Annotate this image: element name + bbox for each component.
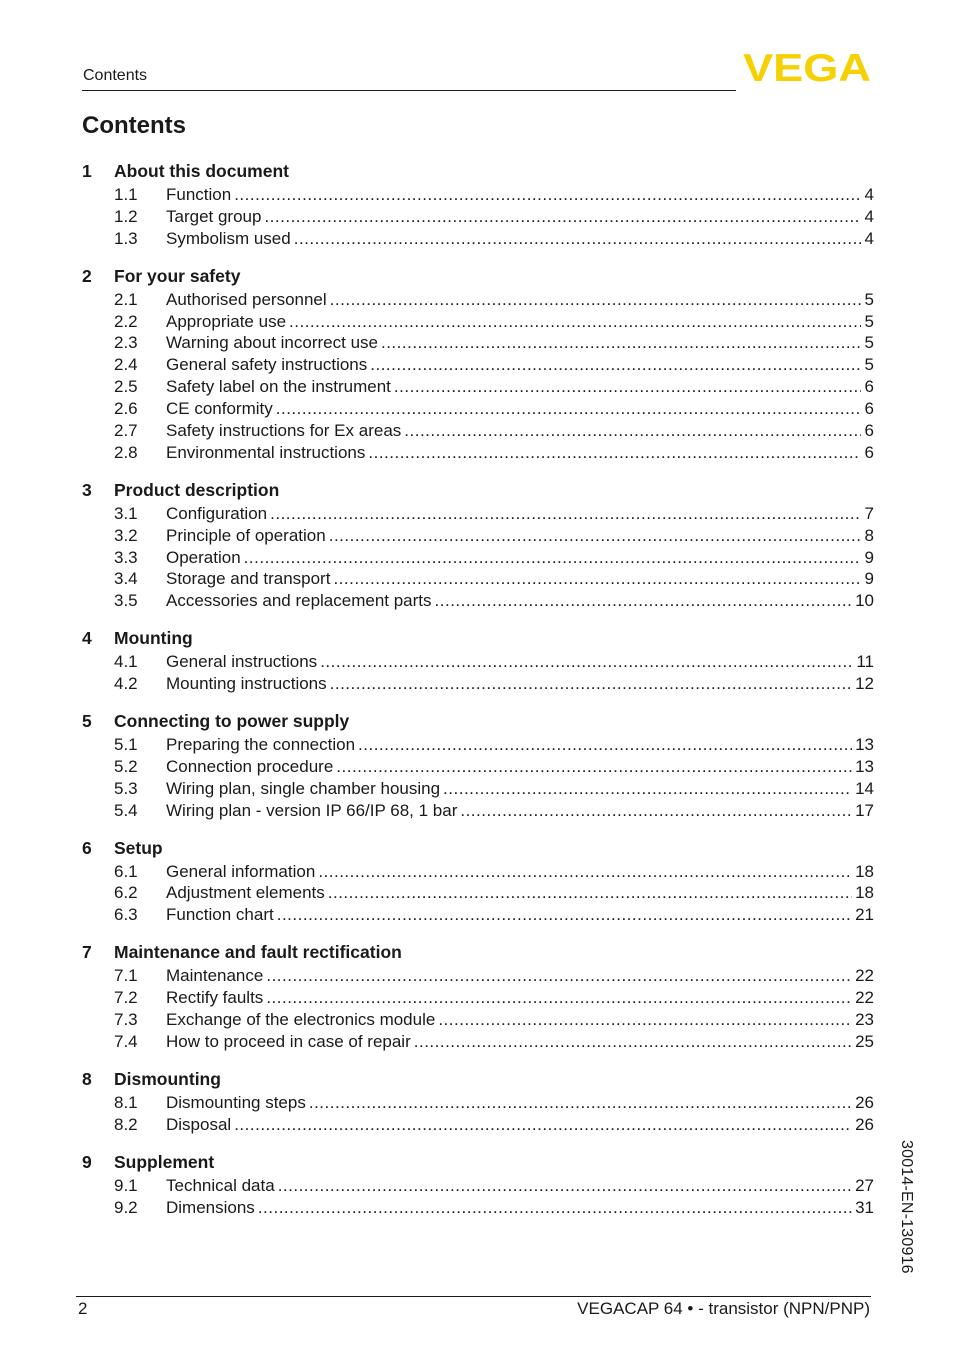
toc-entry[interactable] bbox=[82, 289, 874, 311]
vega-logo bbox=[742, 50, 872, 84]
entry-title: Safety label on the instrument bbox=[166, 377, 391, 397]
entry-number: 5.4 bbox=[114, 800, 138, 820]
entry-title: Function bbox=[166, 185, 232, 204]
product-name: VEGACAP 64 • - transistor (NPN/PNP) bbox=[577, 1299, 870, 1318]
toc-entry[interactable] bbox=[82, 1197, 874, 1219]
dot-leader bbox=[289, 311, 861, 333]
toc-entry[interactable] bbox=[82, 503, 874, 525]
entry-title: Dimensions bbox=[166, 1197, 255, 1217]
toc-entry[interactable] bbox=[82, 861, 874, 883]
toc-entry[interactable] bbox=[82, 800, 874, 822]
dot-leader bbox=[266, 965, 852, 987]
toc-entry[interactable] bbox=[82, 184, 874, 206]
entry-number: 5.3 bbox=[114, 778, 138, 798]
entry-title: Adjustment elements bbox=[166, 883, 325, 903]
dot-leader bbox=[276, 398, 861, 420]
dot-leader bbox=[333, 568, 861, 590]
entry-title: General information bbox=[166, 861, 316, 881]
entry-title: How to proceed in case of repair bbox=[166, 1031, 411, 1051]
entry-number: 2.6 bbox=[114, 399, 138, 419]
dot-leader bbox=[294, 228, 861, 250]
table-of-contents bbox=[82, 158, 874, 1231]
entry-number: 2.8 bbox=[114, 442, 138, 462]
entry-page-number: 25 bbox=[855, 1031, 874, 1051]
section-title: Supplement bbox=[114, 1151, 215, 1172]
section-number: 3 bbox=[82, 479, 92, 500]
entry-title: Dismounting steps bbox=[166, 1092, 306, 1112]
dot-leader bbox=[358, 734, 852, 756]
entry-number: 3.4 bbox=[114, 569, 138, 589]
entry-title: Storage and transport bbox=[166, 569, 331, 589]
entry-number: 6.3 bbox=[114, 905, 138, 925]
entry-number: 9.2 bbox=[114, 1197, 138, 1217]
entry-number: 1.3 bbox=[114, 228, 138, 248]
dot-leader bbox=[278, 1175, 852, 1197]
dot-leader bbox=[270, 503, 861, 525]
dot-leader bbox=[320, 651, 853, 673]
entry-title: Appropriate use bbox=[166, 311, 287, 331]
entry-page-number: 4 bbox=[864, 185, 874, 204]
entry-title: Function chart bbox=[166, 905, 274, 925]
section-number: 4 bbox=[82, 628, 92, 649]
entry-title: Wiring plan, single chamber housing bbox=[166, 778, 441, 798]
entry-title: Preparing the connection bbox=[166, 735, 356, 755]
toc-entry[interactable] bbox=[82, 525, 874, 547]
toc-entry[interactable] bbox=[82, 547, 874, 569]
section-number: 8 bbox=[82, 1068, 92, 1089]
toc-section bbox=[82, 939, 874, 1053]
footer-rule bbox=[76, 1296, 871, 1297]
entry-page-number: 14 bbox=[855, 778, 874, 798]
dot-leader bbox=[370, 354, 861, 376]
toc-entry[interactable] bbox=[82, 987, 874, 1009]
toc-section bbox=[82, 477, 874, 612]
entry-title: Exchange of the electronics module bbox=[166, 1010, 436, 1030]
entry-page-number: 6 bbox=[864, 442, 874, 462]
section-title: Connecting to power supply bbox=[114, 711, 350, 732]
entry-number: 5.1 bbox=[114, 735, 138, 755]
toc-entry[interactable] bbox=[82, 1031, 874, 1053]
entry-title: Rectify faults bbox=[166, 988, 264, 1008]
toc-entry[interactable] bbox=[82, 1009, 874, 1031]
dot-leader bbox=[330, 673, 852, 695]
entry-number: 7.1 bbox=[114, 966, 138, 986]
toc-section-heading[interactable] bbox=[82, 939, 874, 965]
entry-title: Accessories and replacement parts bbox=[166, 591, 432, 611]
dot-leader bbox=[234, 1114, 852, 1136]
page-title: Contents bbox=[82, 112, 186, 139]
toc-section-heading[interactable] bbox=[82, 835, 874, 861]
dot-leader bbox=[258, 1197, 852, 1219]
dot-leader bbox=[368, 442, 861, 464]
entry-page-number: 10 bbox=[855, 591, 874, 611]
toc-entry[interactable] bbox=[82, 332, 874, 354]
dot-leader bbox=[443, 778, 852, 800]
section-title: Mounting bbox=[114, 628, 193, 649]
dot-leader bbox=[329, 525, 861, 547]
toc-entry[interactable] bbox=[82, 651, 874, 673]
dot-leader bbox=[244, 547, 861, 569]
dot-leader bbox=[336, 756, 852, 778]
toc-entry[interactable] bbox=[82, 1092, 874, 1114]
entry-number: 5.2 bbox=[114, 756, 138, 776]
dot-leader bbox=[381, 332, 861, 354]
toc-entry[interactable] bbox=[82, 420, 874, 442]
entry-page-number: 6 bbox=[864, 421, 874, 441]
entry-page-number: 5 bbox=[864, 355, 874, 375]
entry-number: 6.1 bbox=[114, 861, 138, 881]
entry-page-number: 9 bbox=[864, 569, 874, 589]
entry-page-number: 9 bbox=[864, 547, 874, 567]
dot-leader bbox=[309, 1092, 852, 1114]
toc-entry[interactable] bbox=[82, 442, 874, 464]
entry-page-number: 5 bbox=[864, 311, 874, 331]
toc-entry[interactable] bbox=[82, 206, 874, 228]
dot-leader bbox=[264, 206, 861, 228]
entry-title: Maintenance bbox=[166, 966, 264, 986]
dot-leader bbox=[404, 420, 861, 442]
dot-leader bbox=[266, 987, 852, 1009]
entry-title: Warning about incorrect use bbox=[166, 333, 378, 353]
section-title: About this document bbox=[114, 161, 289, 181]
entry-title: Technical data bbox=[166, 1175, 275, 1195]
entry-page-number: 8 bbox=[864, 525, 874, 545]
entry-title: Wiring plan - version IP 66/IP 68, 1 bar bbox=[166, 800, 458, 820]
toc-entry[interactable] bbox=[82, 568, 874, 590]
section-number: 7 bbox=[82, 942, 92, 963]
running-head: Contents bbox=[83, 67, 148, 84]
toc-section-heading[interactable] bbox=[82, 477, 874, 503]
dot-leader bbox=[460, 800, 852, 822]
entry-title: Safety instructions for Ex areas bbox=[166, 421, 402, 441]
section-number: 1 bbox=[82, 161, 92, 181]
entry-page-number: 18 bbox=[855, 861, 874, 881]
toc-section bbox=[82, 158, 874, 250]
section-number: 6 bbox=[82, 837, 92, 858]
entry-page-number: 12 bbox=[855, 674, 874, 694]
entry-title: CE conformity bbox=[166, 399, 273, 419]
section-title: Setup bbox=[114, 837, 163, 858]
toc-section bbox=[82, 708, 874, 822]
toc-section-heading[interactable] bbox=[82, 708, 874, 734]
section-title: Product description bbox=[114, 479, 280, 500]
entry-title: General safety instructions bbox=[166, 355, 368, 375]
entry-number: 1.1 bbox=[114, 185, 138, 204]
dot-leader bbox=[394, 376, 861, 398]
entry-page-number: 22 bbox=[855, 988, 874, 1008]
entry-page-number: 13 bbox=[855, 735, 874, 755]
entry-page-number: 26 bbox=[855, 1092, 874, 1112]
toc-section bbox=[82, 1149, 874, 1219]
entry-page-number: 11 bbox=[856, 652, 874, 672]
dot-leader bbox=[277, 904, 852, 926]
toc-entry[interactable] bbox=[82, 882, 874, 904]
entry-title: General instructions bbox=[166, 652, 318, 672]
toc-entry[interactable] bbox=[82, 311, 874, 333]
entry-title: Symbolism used bbox=[166, 228, 291, 248]
entry-page-number: 6 bbox=[864, 399, 874, 419]
entry-number: 2.3 bbox=[114, 333, 138, 353]
entry-number: 6.2 bbox=[114, 883, 138, 903]
toc-section-heading[interactable] bbox=[82, 1066, 874, 1092]
toc-entry[interactable] bbox=[82, 1114, 874, 1136]
entry-page-number: 17 bbox=[855, 800, 874, 820]
document-id: 30014-EN-130916 bbox=[898, 1140, 915, 1274]
entry-number: 2.4 bbox=[114, 355, 138, 375]
entry-title: Disposal bbox=[166, 1114, 232, 1134]
entry-page-number: 6 bbox=[864, 377, 874, 397]
entry-title: Connection procedure bbox=[166, 756, 334, 776]
dot-leader bbox=[330, 289, 861, 311]
entry-page-number: 5 bbox=[864, 289, 874, 309]
section-title: Maintenance and fault rectification bbox=[114, 942, 402, 963]
entry-number: 3.3 bbox=[114, 547, 138, 567]
toc-entry[interactable] bbox=[82, 756, 874, 778]
toc-section-heading[interactable] bbox=[82, 158, 874, 184]
dot-leader bbox=[435, 590, 853, 612]
entry-number: 7.2 bbox=[114, 988, 138, 1008]
dot-leader bbox=[414, 1031, 852, 1053]
entry-page-number: 4 bbox=[864, 228, 874, 248]
toc-section bbox=[82, 625, 874, 695]
section-number: 9 bbox=[82, 1151, 92, 1172]
entry-number: 4.1 bbox=[114, 652, 138, 672]
entry-number: 2.2 bbox=[114, 311, 138, 331]
entry-number: 2.1 bbox=[114, 289, 138, 309]
toc-section bbox=[82, 835, 874, 927]
entry-title: Principle of operation bbox=[166, 525, 326, 545]
toc-entry[interactable] bbox=[82, 1175, 874, 1197]
entry-page-number: 31 bbox=[855, 1197, 874, 1217]
toc-entry[interactable] bbox=[82, 398, 874, 420]
dot-leader bbox=[234, 184, 861, 206]
toc-entry[interactable] bbox=[82, 228, 874, 250]
entry-page-number: 21 bbox=[855, 905, 874, 925]
entry-page-number: 7 bbox=[864, 503, 874, 523]
toc-section-heading[interactable] bbox=[82, 1149, 874, 1175]
entry-number: 3.1 bbox=[114, 503, 138, 523]
entry-title: Target group bbox=[166, 206, 262, 226]
toc-section bbox=[82, 1066, 874, 1136]
toc-entry[interactable] bbox=[82, 778, 874, 800]
entry-page-number: 5 bbox=[864, 333, 874, 353]
page-number: 2 bbox=[78, 1299, 88, 1318]
entry-number: 9.1 bbox=[114, 1175, 138, 1195]
dot-leader bbox=[438, 1009, 852, 1031]
section-number: 2 bbox=[82, 265, 92, 286]
entry-page-number: 13 bbox=[855, 756, 874, 776]
entry-number: 4.2 bbox=[114, 674, 138, 694]
entry-page-number: 22 bbox=[855, 966, 874, 986]
section-number: 5 bbox=[82, 711, 92, 732]
entry-number: 2.7 bbox=[114, 421, 138, 441]
section-title: For your safety bbox=[114, 265, 241, 286]
toc-entry[interactable] bbox=[82, 673, 874, 695]
entry-number: 7.3 bbox=[114, 1010, 138, 1030]
toc-entry[interactable] bbox=[82, 734, 874, 756]
entry-number: 1.2 bbox=[114, 206, 138, 226]
dot-leader bbox=[318, 861, 852, 883]
entry-title: Mounting instructions bbox=[166, 674, 327, 694]
toc-entry[interactable] bbox=[82, 904, 874, 926]
section-title: Dismounting bbox=[114, 1068, 221, 1089]
vega-logo-text: VEGA bbox=[743, 50, 871, 84]
entry-title: Authorised personnel bbox=[166, 289, 327, 309]
entry-number: 3.2 bbox=[114, 525, 138, 545]
entry-title: Configuration bbox=[166, 503, 268, 523]
entry-number: 3.5 bbox=[114, 591, 138, 611]
entry-page-number: 4 bbox=[864, 206, 874, 226]
toc-section-heading[interactable] bbox=[82, 625, 874, 651]
toc-entry[interactable] bbox=[82, 376, 874, 398]
entry-number: 8.1 bbox=[114, 1092, 138, 1112]
toc-entry[interactable] bbox=[82, 965, 874, 987]
entry-page-number: 26 bbox=[855, 1114, 874, 1134]
entry-number: 8.2 bbox=[114, 1114, 138, 1134]
header-rule bbox=[82, 90, 736, 91]
entry-title: Environmental instructions bbox=[166, 442, 366, 462]
entry-page-number: 27 bbox=[855, 1175, 874, 1195]
toc-section-heading[interactable] bbox=[82, 263, 874, 289]
entry-page-number: 23 bbox=[855, 1010, 874, 1030]
entry-page-number: 18 bbox=[855, 883, 874, 903]
dot-leader bbox=[328, 882, 852, 904]
entry-title: Operation bbox=[166, 547, 241, 567]
toc-entry[interactable] bbox=[82, 590, 874, 612]
entry-number: 2.5 bbox=[114, 377, 138, 397]
toc-entry[interactable] bbox=[82, 354, 874, 376]
toc-section bbox=[82, 263, 874, 464]
entry-number: 7.4 bbox=[114, 1031, 138, 1051]
